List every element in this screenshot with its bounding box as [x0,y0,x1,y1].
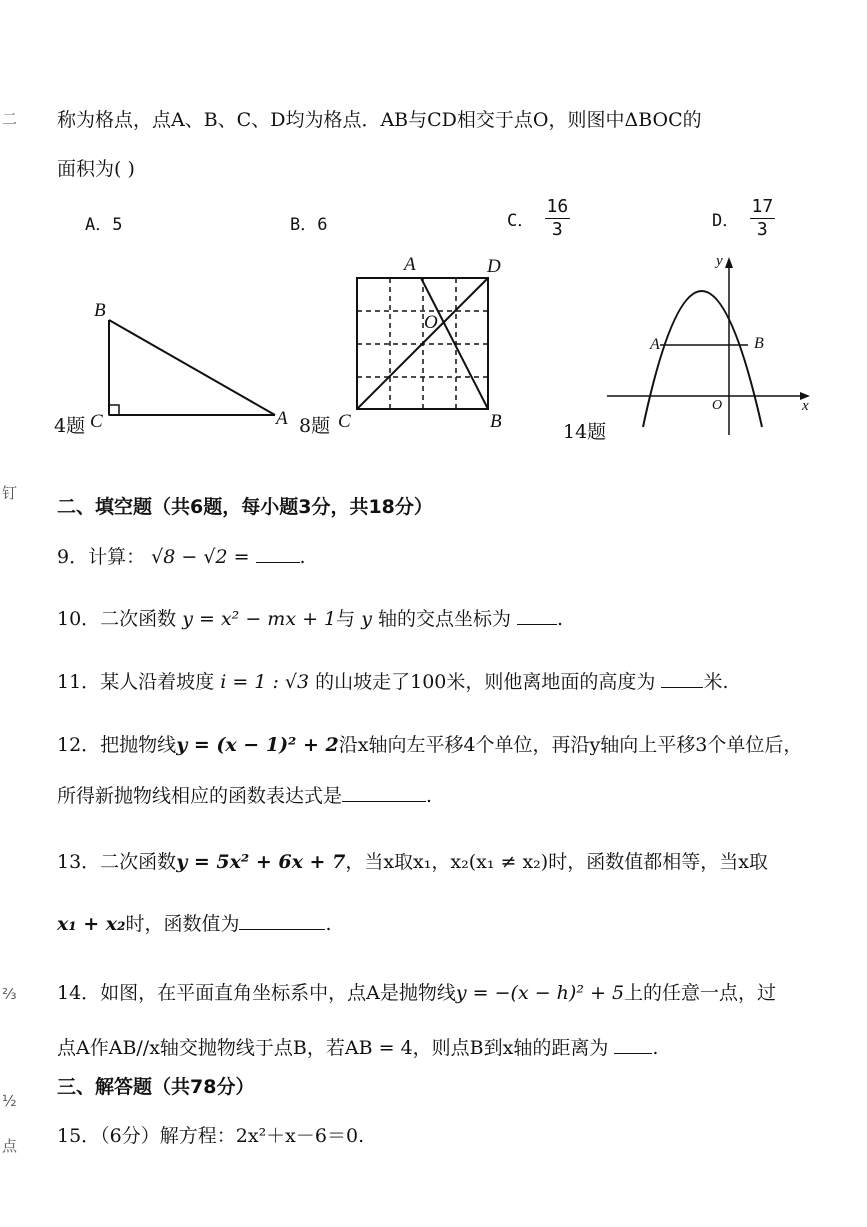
figure-14-parabola [605,255,815,440]
question-10 [57,604,563,631]
question-intro-line2: 面积为( ) [57,158,135,180]
q11-answer-blank[interactable] [661,669,703,688]
figure-4-triangle [100,315,280,420]
question-14-line1 [57,978,776,1005]
option-d-label: D． [712,211,740,231]
option-c-fraction [545,196,571,241]
q11-end: 米. [703,671,729,693]
fig14-caption: 14题 [563,421,607,443]
q13-answer-blank[interactable] [239,911,325,930]
fig8-point-d: D [487,256,501,277]
q14-line2: 点A作AB//x轴交抛物线于点B，若AB = 4，则点B到x轴的距离为 [57,1037,609,1059]
q12-answer-blank[interactable] [342,783,426,802]
q10-mid: 与 [336,608,356,630]
question-14-line2 [57,1033,658,1060]
question-13-line1 [57,847,768,874]
fig8-point-b: B [490,411,502,432]
q13-expression: y = 5x² + 6x + 7 [176,851,346,873]
fig8-point-a: A [404,254,416,275]
margin-mark-1: 二 [2,110,18,128]
q13-text: 13．二次函数 [57,851,177,873]
q12-expression: y = (x − 1)² + 2 [176,734,339,756]
q13-end: . [325,913,332,935]
margin-mark-4: ½ [2,1092,17,1110]
fig8-point-o: O [424,312,438,333]
question-13-line2 [57,909,332,936]
q10-text: 10．二次函数 [57,608,177,630]
q13-text-rest: ，当x取x₁，x₂(x₁ ≠ x₂)时，函数值都相等，当x取 [345,851,768,873]
option-b: B．6 [290,215,328,235]
section-3-heading: 三、解答题（共78分） [57,1076,255,1098]
fig4-caption: 4题 [54,415,86,437]
q11-tail: 的山坡走了100米，则他离地面的高度为 [315,671,656,693]
question-15: 15．（6分）解方程：2x²＋x－6＝0. [57,1125,365,1147]
question-12-line2 [57,781,432,808]
q9-expression: √8 − √2 = [151,546,250,568]
q10-var: y [361,608,372,630]
option-c-label: C． [507,211,535,231]
fig14-point-b: B [754,335,764,352]
fig14-point-a: A [650,336,660,353]
margin-mark-5: 点 [2,1137,18,1155]
fig4-point-a: A [276,408,288,429]
option-a: A．5 [85,215,123,235]
option-d-denominator: 3 [756,219,768,240]
fig8-caption: 8题 [299,415,331,437]
q10-end: . [557,608,564,630]
fig4-point-b: B [94,300,106,321]
q12-text: 12．把抛物线 [57,734,177,756]
q12-line2: 所得新抛物线相应的函数表达式是 [57,785,343,807]
q10-answer-blank[interactable] [517,606,557,625]
q11-expression: i = 1 : √3 [220,671,310,693]
section-2-heading: 二、填空题（共6题，每小题3分，共18分） [57,496,433,518]
option-c [507,196,570,241]
q12-end: . [426,785,433,807]
question-intro-line1: 称为格点，点A、B、C、D均为格点．AB与CD相交于点O，则图中ΔBOC的 [57,109,702,131]
q12-text-rest: 沿x轴向左平移4个单位，再沿y轴向上平移3个单位后， [338,734,803,756]
q14-text-rest: 上的任意一点，过 [624,982,777,1004]
q10-tail: 轴的交点坐标为 [377,608,511,630]
q11-text: 11．某人沿着坡度 [57,671,215,693]
fig14-origin: O [712,398,723,413]
q9-text: 9．计算： [57,546,146,568]
figure-8-grid [355,276,491,412]
q10-expression: y = x² − mx + 1 [182,608,337,630]
option-c-denominator: 3 [551,219,563,240]
q9-end: . [299,546,306,568]
q14-text: 14．如图，在平面直角坐标系中，点A是抛物线 [57,982,456,1004]
q14-end: . [652,1037,659,1059]
margin-mark-2: 钉 [2,484,18,502]
question-12-line1 [57,730,802,757]
q14-expression: y = −(x − h)² + 5 [455,982,625,1004]
option-d-fraction [750,196,776,241]
question-11 [57,667,729,694]
option-d [712,196,775,241]
q13-sum: x₁ + x₂ [57,913,126,935]
q13-line2: 时，函数值为 [125,913,240,935]
fig14-axis-y: y [716,253,723,269]
fig8-point-c: C [338,411,351,432]
option-c-numerator: 16 [546,196,569,217]
q9-answer-blank[interactable] [256,544,300,563]
question-9 [57,542,306,569]
q14-answer-blank[interactable] [614,1035,652,1054]
fig14-axis-x: x [802,398,809,414]
fig4-point-c: C [90,411,103,432]
margin-mark-3: ⅔ [2,985,17,1003]
option-d-numerator: 17 [751,196,774,217]
